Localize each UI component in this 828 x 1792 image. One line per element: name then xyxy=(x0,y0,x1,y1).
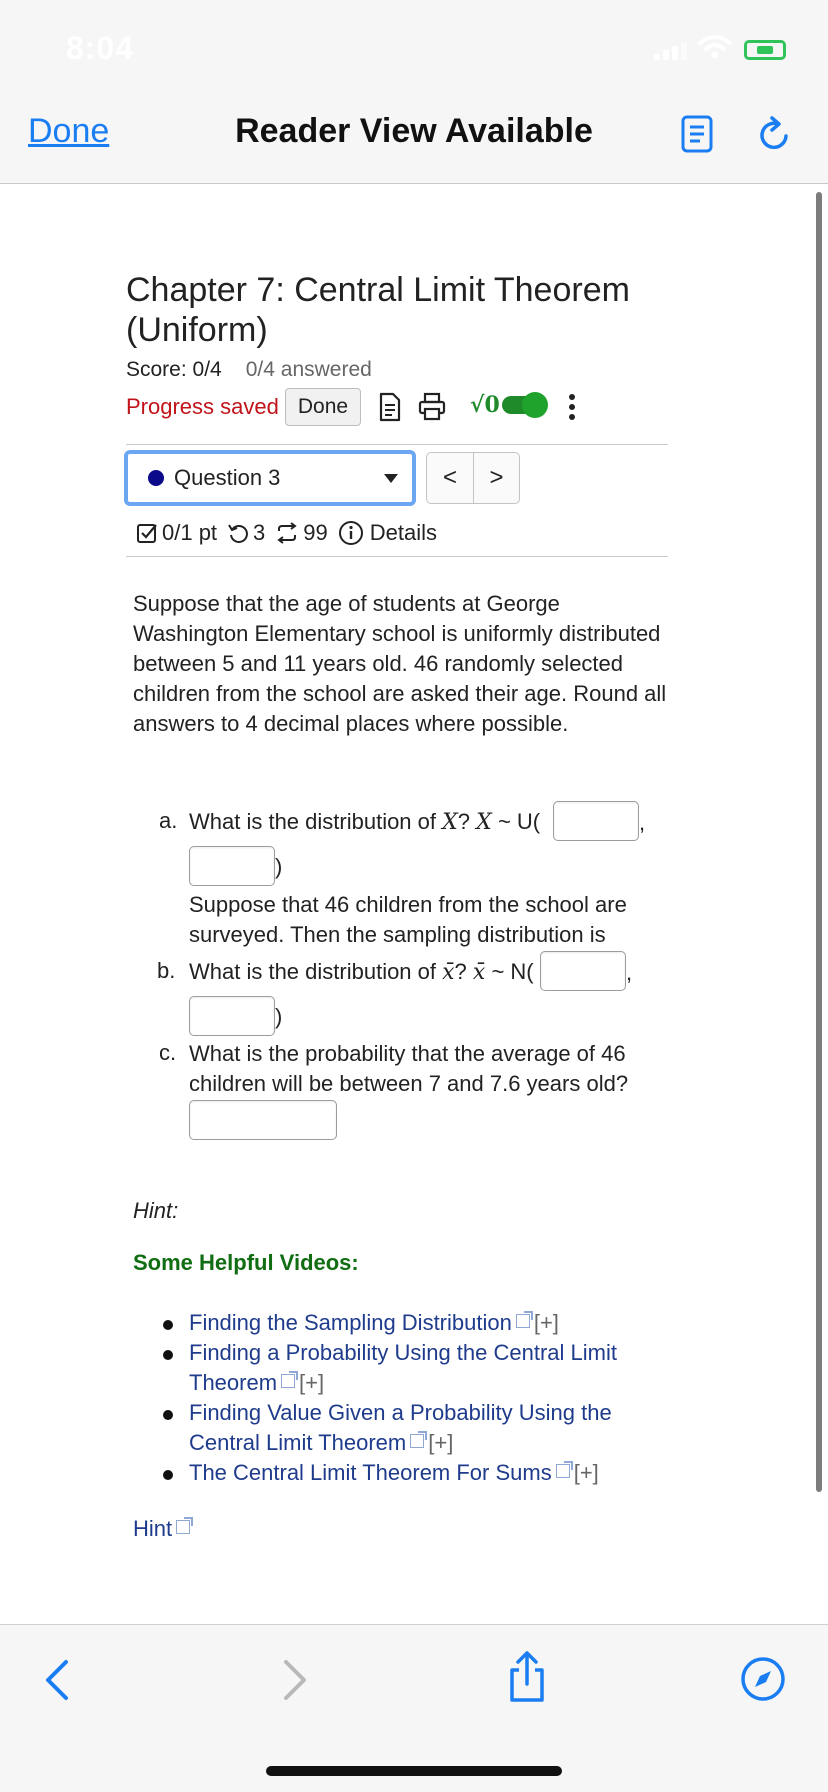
part-b-letter: b. xyxy=(157,958,176,983)
next-question-button[interactable]: > xyxy=(473,453,519,503)
part-b-close-paren: ) xyxy=(275,1004,283,1029)
hint-link[interactable] xyxy=(133,1516,190,1542)
sampling-distribution-text: Suppose that 46 children from the school are surveyed. Then the sampling distribution is xyxy=(189,892,627,947)
part-a-min-input[interactable] xyxy=(553,801,639,841)
checkbox-icon xyxy=(136,522,158,544)
math-toggle[interactable] xyxy=(470,392,546,418)
question-nav-buttons xyxy=(426,452,520,504)
details-link[interactable]: Details xyxy=(369,520,438,545)
external-link-icon xyxy=(410,1434,424,1448)
part-b-question: What is the distribution of x̄? x̄ ~ N( xyxy=(189,959,534,985)
share-icon[interactable] xyxy=(506,1650,548,1704)
compass-icon[interactable] xyxy=(740,1656,786,1702)
cellular-signal-icon xyxy=(654,42,687,60)
helpful-videos-title: Some Helpful Videos: xyxy=(133,1250,359,1275)
attempts-count: 99 xyxy=(303,520,328,545)
part-a-close-paren: ) xyxy=(275,854,283,879)
video-item[interactable] xyxy=(160,1458,680,1488)
more-icon[interactable] xyxy=(565,392,579,422)
video-link[interactable]: Finding a Probability Using the Central Limit Theorem xyxy=(189,1340,617,1395)
back-icon[interactable] xyxy=(42,1658,72,1702)
retry-icon xyxy=(227,522,249,544)
page-scrollbar[interactable] xyxy=(816,192,822,1492)
external-link-icon xyxy=(556,1464,570,1478)
part-b-comma: , xyxy=(626,960,633,985)
video-link[interactable]: Finding Value Given a Probability Using the Central Limit Theorem xyxy=(189,1400,612,1455)
attempts-icon xyxy=(275,522,299,544)
video-link[interactable]: The Central Limit Theorem For Sums xyxy=(189,1460,552,1485)
score-line xyxy=(126,358,372,382)
previous-question-button[interactable]: < xyxy=(442,464,457,491)
question-meta xyxy=(136,520,437,546)
math-toggle-icon: √0 xyxy=(470,392,500,418)
part-a-comma: , xyxy=(639,810,646,835)
expand-toggle[interactable]: [+] xyxy=(299,1370,325,1395)
reader-view-icon[interactable] xyxy=(680,114,714,154)
expand-toggle[interactable]: [+] xyxy=(428,1430,454,1455)
expand-toggle[interactable]: [+] xyxy=(533,1310,559,1335)
wifi-icon xyxy=(698,34,732,60)
assignment-title: Chapter 7: Central Limit Theorem (Uniform) xyxy=(126,271,630,349)
print-icon[interactable] xyxy=(418,392,446,422)
retries-count: 3 xyxy=(253,520,266,545)
divider xyxy=(126,556,668,557)
question-select-label: Question 3 xyxy=(174,465,281,490)
external-link-icon xyxy=(281,1374,295,1388)
reader-view-title: Reader View Available xyxy=(235,112,593,150)
expand-toggle[interactable]: [+] xyxy=(573,1460,599,1485)
hint-label: Hint: xyxy=(133,1198,179,1223)
caret-down-icon xyxy=(384,474,398,483)
part-a-max-input[interactable] xyxy=(189,846,275,886)
status-time: 8:04 xyxy=(66,30,135,66)
helpful-videos-list xyxy=(160,1308,680,1488)
answered-count: 0/4 answered xyxy=(245,358,372,381)
problem-statement: Suppose that the age of students at George Washington Elementary school is uniformly distributed between 5 and 11 years old. 46 randomly selected children from the school are asked their age. Round all answers to 4 decimal places where possible. xyxy=(133,591,667,736)
forward-icon[interactable] xyxy=(280,1658,310,1702)
part-c-probability-input[interactable] xyxy=(189,1100,337,1140)
external-link-icon xyxy=(176,1520,190,1534)
video-item[interactable] xyxy=(160,1308,680,1338)
part-c-question: What is the probability that the average of 46 children will be between 7 and 7.6 years old? xyxy=(189,1041,629,1096)
part-a-letter: a. xyxy=(159,808,178,833)
part-b-mean-input[interactable] xyxy=(540,951,626,991)
divider xyxy=(126,444,668,445)
video-link[interactable]: Finding the Sampling Distribution xyxy=(189,1310,512,1335)
part-b-sd-input[interactable] xyxy=(189,996,275,1036)
question-status-dot xyxy=(148,470,164,486)
progress-saved-text: Progress saved xyxy=(126,394,279,419)
video-item[interactable] xyxy=(160,1398,680,1458)
part-a-question: What is the distribution of X? X ~ U( xyxy=(189,809,541,835)
points-text: 0/1 pt xyxy=(162,520,218,545)
math-toggle-switch[interactable] xyxy=(502,396,546,414)
question-select[interactable] xyxy=(124,450,416,506)
done-link[interactable]: Done xyxy=(28,112,110,150)
video-item[interactable] xyxy=(160,1338,680,1398)
browser-top-bar xyxy=(0,0,828,184)
home-indicator[interactable] xyxy=(266,1766,562,1776)
score-text: Score: 0/4 xyxy=(126,358,222,381)
part-c-letter: c. xyxy=(159,1040,177,1065)
progress-bar-row xyxy=(126,388,361,426)
notes-icon[interactable] xyxy=(378,392,402,422)
reload-icon[interactable] xyxy=(756,114,794,154)
done-button[interactable]: Done xyxy=(285,388,361,426)
battery-icon xyxy=(744,40,786,60)
hint-link-label[interactable]: Hint xyxy=(133,1516,173,1541)
external-link-icon xyxy=(516,1314,530,1328)
info-icon[interactable] xyxy=(338,520,364,546)
